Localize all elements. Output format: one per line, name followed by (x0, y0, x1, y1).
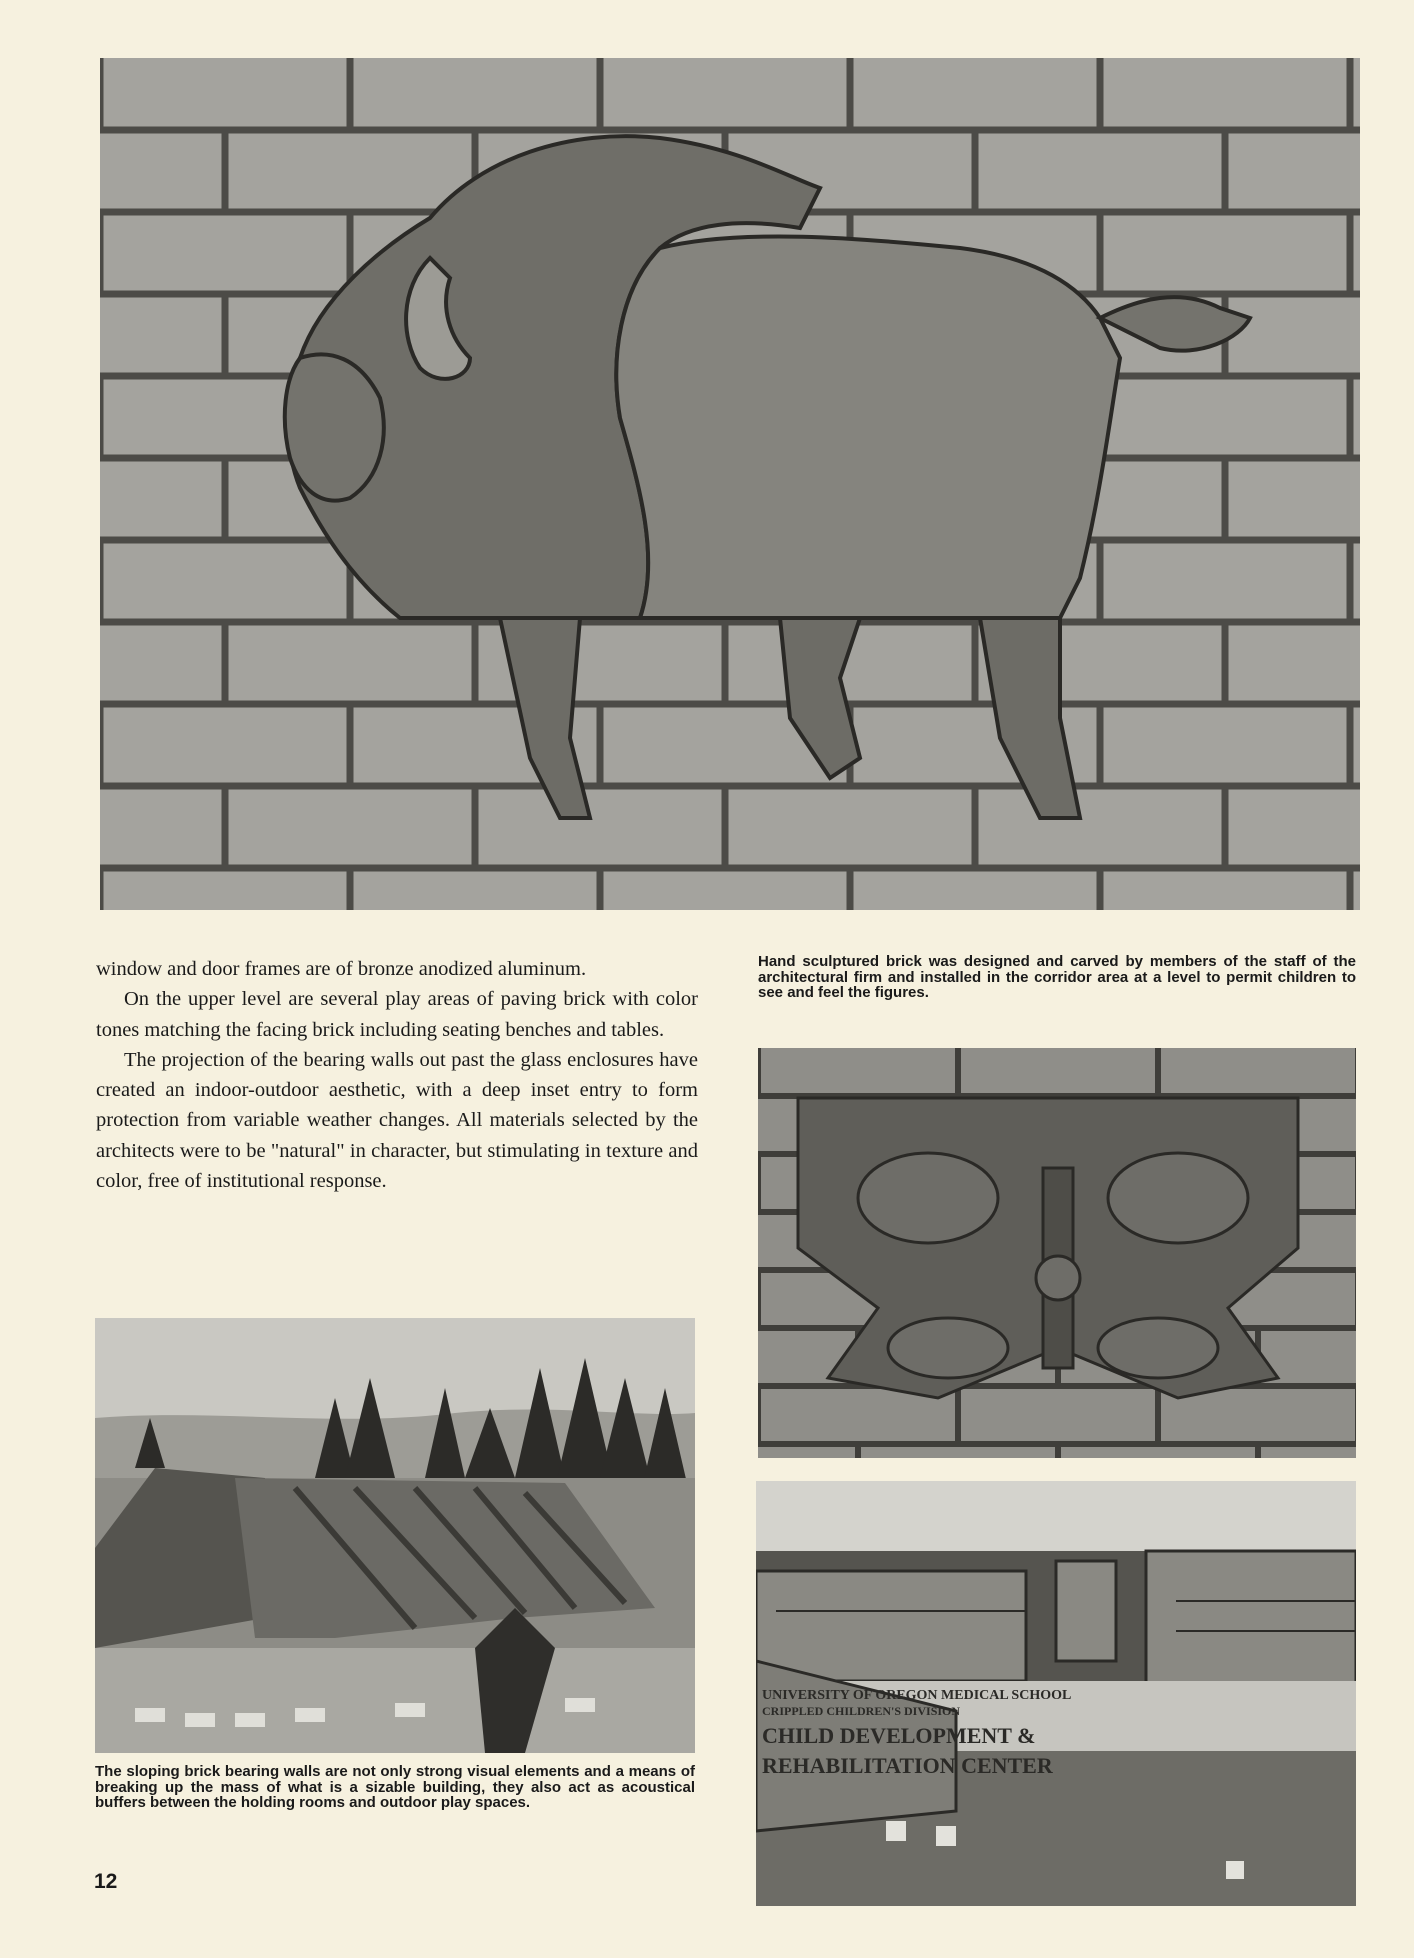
sign-line-2: CRIPPLED CHILDREN'S DIVISION (762, 1704, 961, 1718)
building-sign-image (756, 1481, 1356, 1906)
sloping-walls-caption: The sloping brick bearing walls are not only strong visual elements and a means of breaking up the mass of what is a sizable building, they also act as acoustical buffers between the holding rooms and outdoor play spaces. (95, 1763, 695, 1812)
brick (1158, 1048, 1356, 1096)
brick (850, 58, 1100, 130)
paragraph-1: window and door frames are of bronze anodized aluminum. (96, 958, 587, 980)
brick (1100, 58, 1350, 130)
brick (100, 458, 225, 540)
brick (1100, 704, 1350, 786)
brick (1225, 622, 1360, 704)
brick (958, 1048, 1158, 1096)
brick (1225, 130, 1360, 212)
brick (600, 58, 850, 130)
sign-line-3: CHILD DEVELOPMENT & (762, 1723, 1036, 1748)
brick (475, 786, 725, 868)
brick (100, 704, 350, 786)
brick (1100, 540, 1350, 622)
sign-line-4: REHABILITATION CENTER (762, 1753, 1053, 1778)
brick (1350, 212, 1360, 294)
brick (850, 868, 1100, 910)
brick (225, 622, 475, 704)
building-sign-photo (756, 1481, 1356, 1906)
aerial-building-image (95, 1318, 695, 1753)
brick (758, 1444, 858, 1458)
brick (1258, 1444, 1356, 1458)
brick (225, 786, 475, 868)
brick (958, 1386, 1158, 1444)
brick (100, 294, 225, 376)
brick (1225, 458, 1360, 540)
brick (1058, 1444, 1258, 1458)
brick (1350, 58, 1360, 130)
brick (1100, 212, 1350, 294)
sculptured-brick-caption: Hand sculptured brick was designed and carved by members of the staff of the architectural firm and installed in the corridor area at a level to permit children to see and feel the figures. (758, 953, 1356, 1002)
brick (100, 622, 225, 704)
brick (1350, 540, 1360, 622)
page-number: 12 (94, 1870, 118, 1893)
butterfly-relief-photo (758, 1048, 1356, 1458)
brick (1350, 704, 1360, 786)
brick (100, 868, 350, 910)
brick (600, 868, 850, 910)
brick (100, 130, 225, 212)
brick (225, 130, 475, 212)
brick (975, 786, 1225, 868)
buffalo-relief-image (100, 58, 1360, 910)
brick (350, 58, 600, 130)
brick (1225, 786, 1360, 868)
sign-line-1: UNIVERSITY OF OREGON MEDICAL SCHOOL (762, 1688, 1072, 1703)
brick (725, 786, 975, 868)
brick (100, 786, 225, 868)
brick (100, 58, 350, 130)
brick (350, 868, 600, 910)
brick (858, 1444, 1058, 1458)
buffalo-relief-photo (100, 58, 1360, 910)
brick (1350, 376, 1360, 458)
brick (1350, 868, 1360, 910)
butterfly-relief-image (758, 1048, 1356, 1458)
brick (1225, 294, 1360, 376)
brick (100, 540, 350, 622)
paragraph-3: The projection of the bearing walls out past the glass enclosures have created an indoor-outdoor aesthetic, with a deep inset entry to form protection from variable weather changes. All materials selected by the architects were to be "natural" in character, but stimulating in texture and color, free of institutional response. (96, 1048, 698, 1193)
article-body (96, 954, 698, 1196)
brick (100, 212, 350, 294)
aerial-building-photo (95, 1318, 695, 1753)
brick (975, 130, 1225, 212)
brick (1100, 868, 1350, 910)
brick (758, 1048, 958, 1096)
paragraph-2: On the upper level are several play areas of paving brick with color tones matching the facing brick including seating benches and tables. (96, 988, 698, 1041)
brick (1100, 376, 1350, 458)
